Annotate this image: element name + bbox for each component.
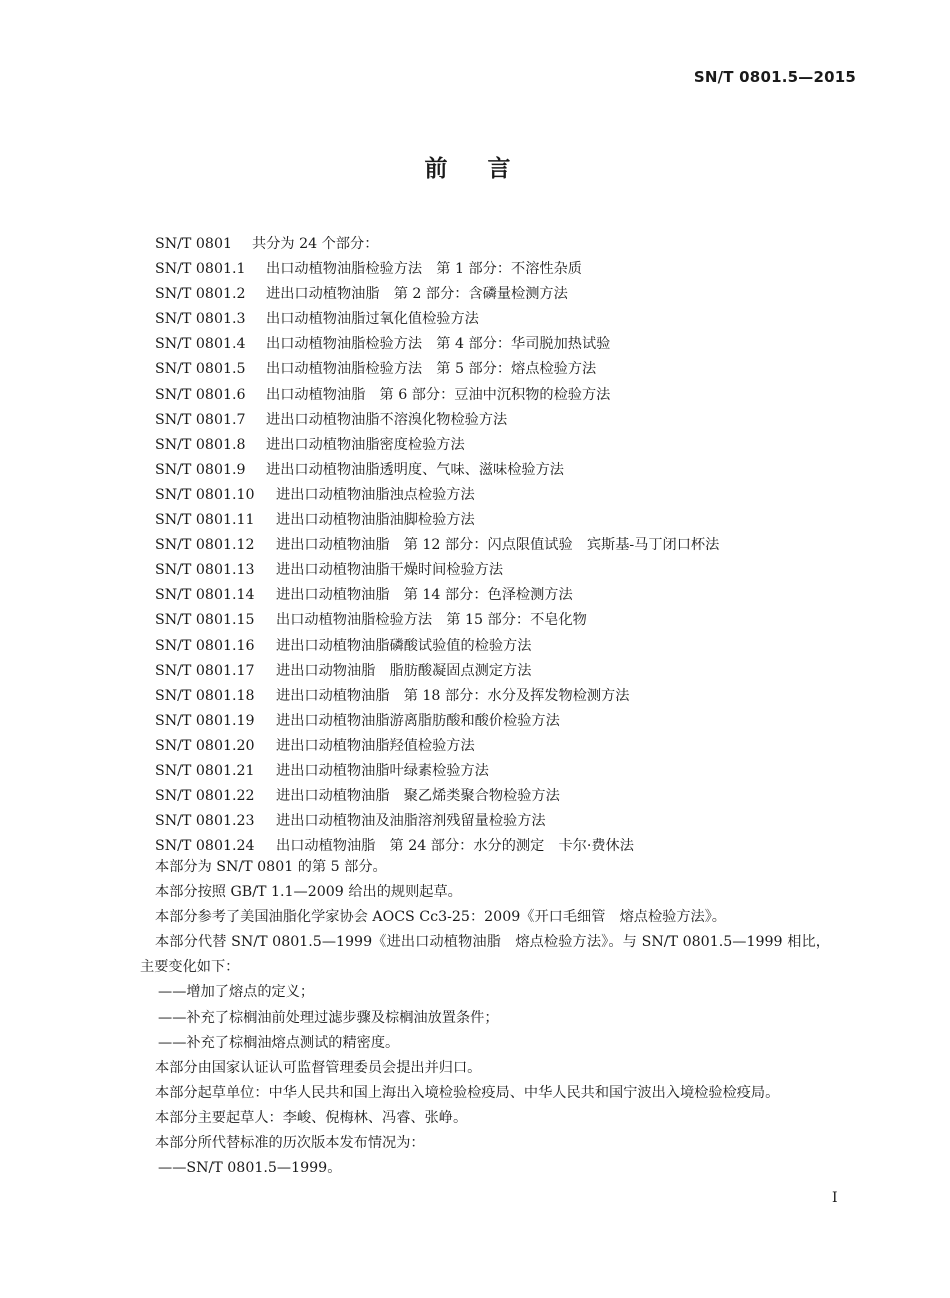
part-title: 进出口动植物油脂油脚检验方法 — [276, 512, 475, 529]
part-code: SN/T 0801.14 — [155, 587, 255, 604]
part-title: 出口动植物油脂检验方法 第 1 部分：不溶性杂质 — [266, 261, 582, 278]
change-item: ——增加了熔点的定义； — [158, 984, 315, 1001]
list-item — [155, 709, 719, 734]
part-title: 出口动植物油脂 第 24 部分：水分的测定 卡尔·费休法 — [276, 838, 634, 855]
part-title: 出口动植物油脂检验方法 第 5 部分：熔点检验方法 — [266, 361, 597, 378]
list-item — [155, 759, 719, 784]
part-title: 进出口动植物油脂 第 18 部分：水分及挥发物检测方法 — [276, 687, 630, 704]
part-title: 进出口动物油脂 脂肪酸凝固点测定方法 — [276, 662, 532, 679]
version-item: ——SN/T 0801.5—1999。 — [158, 1160, 342, 1177]
part-code: SN/T 0801.1 — [155, 261, 246, 278]
part-title: 进出口动植物油脂浊点检验方法 — [276, 486, 475, 503]
list-item — [155, 608, 719, 633]
paragraph: 本部分代替 SN/T 0801.5—1999《进出口动植物油脂 熔点检验方法》。与 SN/T 0801.5—1999 相比，主要变化如下： — [140, 934, 830, 976]
part-code: SN/T 0801.24 — [155, 838, 255, 855]
part-code: SN/T 0801.5 — [155, 361, 246, 378]
part-code: SN/T 0801.12 — [155, 537, 255, 554]
part-code: SN/T 0801.21 — [155, 762, 255, 779]
foreword-body — [140, 855, 830, 1181]
part-title: 出口动植物油脂检验方法 第 15 部分：不皂化物 — [276, 612, 587, 629]
part-title: 进出口动植物油脂密度检验方法 — [266, 436, 465, 453]
part-code: SN/T 0801.3 — [155, 311, 246, 328]
part-title: 进出口动植物油脂 第 2 部分：含磷量检测方法 — [266, 286, 568, 303]
paragraph: 本部分参考了美国油脂化学家协会 AOCS Cc3-25：2009《开口毛细管 熔点检验方法》。 — [155, 909, 726, 926]
list-item — [155, 659, 719, 684]
part-title: 出口动植物油脂检验方法 第 4 部分：华司脱加热试验 — [266, 336, 611, 353]
part-title: 进出口动植物油脂干燥时间检验方法 — [276, 562, 504, 579]
part-title: 进出口动植物油脂磷酸试验值的检验方法 — [276, 637, 532, 654]
part-code: SN/T 0801.7 — [155, 411, 246, 428]
part-code: SN/T 0801.23 — [155, 813, 255, 830]
part-code: SN/T 0801.4 — [155, 336, 246, 353]
list-item — [155, 383, 719, 408]
paragraph: 本部分主要起草人：李峻、倪梅林、冯睿、张峥。 — [155, 1109, 468, 1126]
list-item — [155, 282, 719, 307]
list-item — [155, 257, 719, 282]
part-code: SN/T 0801.13 — [155, 562, 255, 579]
list-item — [155, 558, 719, 583]
parts-intro — [155, 232, 719, 257]
part-code: SN/T 0801.10 — [155, 486, 255, 503]
list-item — [155, 684, 719, 709]
list-item — [155, 634, 719, 659]
part-code: SN/T 0801.15 — [155, 612, 255, 629]
list-item — [155, 458, 719, 483]
part-code: SN/T 0801.8 — [155, 436, 246, 453]
part-code: SN/T 0801.2 — [155, 286, 246, 303]
page-title: 前言 — [424, 156, 551, 182]
paragraph: 本部分按照 GB/T 1.1—2009 给出的规则起草。 — [155, 884, 462, 901]
part-title: 共分为 24 个部分： — [252, 236, 379, 252]
part-title: 出口动植物油脂过氧化值检验方法 — [266, 311, 479, 328]
part-code: SN/T 0801.9 — [155, 461, 246, 478]
part-title: 进出口动植物油脂 聚乙烯类聚合物检验方法 — [276, 788, 560, 805]
change-item: ——补充了棕榈油熔点测试的精密度。 — [158, 1034, 400, 1051]
part-title: 进出口动植物油脂 第 12 部分：闪点限值试验 宾斯基-马丁闭口杯法 — [276, 537, 720, 554]
part-code: SN/T 0801.11 — [155, 512, 255, 529]
paragraph: 本部分为 SN/T 0801 的第 5 部分。 — [155, 859, 387, 875]
paragraph: 本部分由国家认证认可监督管理委员会提出并归口。 — [155, 1059, 482, 1076]
part-code: SN/T 0801.19 — [155, 712, 255, 729]
paragraph: 本部分起草单位：中华人民共和国上海出入境检验检疫局、中华人民共和国宁波出入境检验检疫局。 — [155, 1084, 780, 1101]
part-code: SN/T 0801.22 — [155, 788, 255, 805]
list-item — [155, 307, 719, 332]
list-item — [155, 784, 719, 809]
list-item — [155, 533, 719, 558]
part-title: 进出口动植物油脂 第 14 部分：色泽检测方法 — [276, 587, 573, 604]
list-item — [155, 483, 719, 508]
part-title: 进出口动植物油脂透明度、气味、滋味检验方法 — [266, 461, 564, 478]
list-item — [155, 408, 719, 433]
part-code: SN/T 0801.17 — [155, 662, 255, 679]
page-number: I — [832, 1190, 838, 1206]
part-code: SN/T 0801.18 — [155, 687, 255, 704]
part-title: 进出口动植物油及油脂溶剂残留量检验方法 — [276, 813, 546, 830]
part-code: SN/T 0801 — [155, 236, 232, 252]
part-title: 进出口动植物油脂不溶溴化物检验方法 — [266, 411, 508, 428]
document-code: SN/T 0801.5—2015 — [693, 68, 856, 86]
parts-list — [155, 232, 719, 859]
part-title: 进出口动植物油脂游离脂肪酸和酸价检验方法 — [276, 712, 560, 729]
part-code: SN/T 0801.20 — [155, 737, 255, 754]
list-item — [155, 508, 719, 533]
part-title: 出口动植物油脂 第 6 部分：豆油中沉积物的检验方法 — [266, 386, 611, 403]
list-item — [155, 332, 719, 357]
list-item — [155, 433, 719, 458]
part-title: 进出口动植物油脂叶绿素检验方法 — [276, 762, 489, 779]
part-code: SN/T 0801.16 — [155, 637, 255, 654]
part-title: 进出口动植物油脂羟值检验方法 — [276, 737, 475, 754]
list-item — [155, 734, 719, 759]
change-item: ——补充了棕榈油前处理过滤步骤及棕榈油放置条件； — [158, 1009, 499, 1026]
list-item — [155, 583, 719, 608]
part-code: SN/T 0801.6 — [155, 386, 246, 403]
list-item — [155, 357, 719, 382]
paragraph: 本部分所代替标准的历次版本发布情况为： — [155, 1135, 425, 1152]
list-item — [155, 809, 719, 834]
